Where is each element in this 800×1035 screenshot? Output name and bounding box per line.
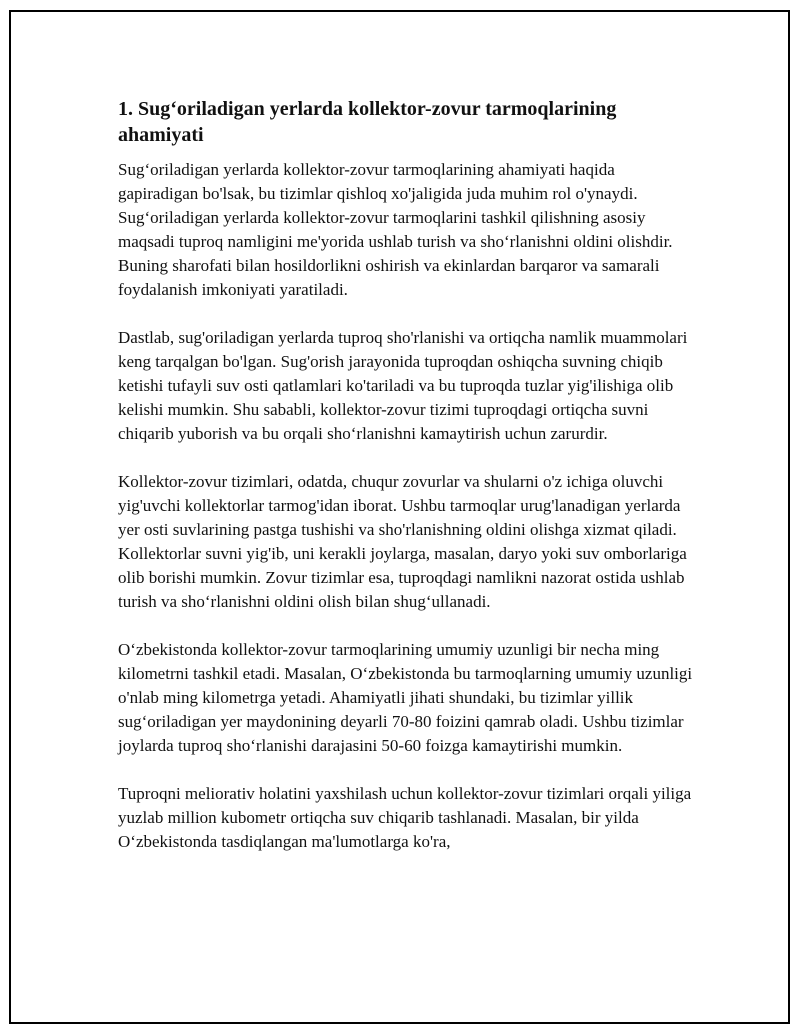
paragraph: Dastlab, sug'oriladigan yerlarda tuproq sho'rlanishi va ortiqcha namlik muammolari keng tarqalgan bo'lgan. Sug'orish jarayonida tuproqdan oshiqcha suvning chiqib ketishi tufayli suv osti qatlamlari ko'tariladi va bu tuproqda tuzlar yig'ilishiga olib kelishi mumkin. Shu sababli, kollektor-zovur tizimi tuproqdagi ortiqcha suvni chiqarib yuborish va bu orqali sho‘rlanishni kamaytirish uchun zarurdir. (118, 328, 688, 443)
document-body (118, 96, 698, 878)
paragraph: O‘zbekistonda kollektor-zovur tarmoqlarining umumiy uzunligi bir necha ming kilometrni tashkil etadi. Masalan, O‘zbekistonda bu tarmoqlarning umumiy uzunligi o'nlab ming kilometrga yetadi. Ahamiyatli jihati shundaki, bu tizimlar yillik sug‘oriladigan yer maydonining deyarli 70-80 foizini qamrab oladi. Ushbu tizimlar joylarda tuproq sho‘rlanishi darajasini 50-60 foizga kamaytirishi mumkin. (118, 640, 693, 755)
paragraph: Kollektor-zovur tizimlari, odatda, chuqur zovurlar va shularni o'z ichiga oluvchi yig'uvchi kollektorlar tarmog'idan iborat. Ushbu tarmoqlar urug'lanadigan yerlarda yer osti suvlarining pastga tushishi va sho'rlanishning oldini olishga xizmat qiladi. Kollektorlar suvni yig'ib, uni kerakli joylarga, masalan, daryo yoki suv omborlariga olib borishi mumkin. Zovur tizimlar esa, tuproqdagi namlikni nazorat ostida ushlab turish va sho‘rlanishni oldini olish bilan shug‘ullanadi. (118, 472, 687, 611)
paragraph: Tuproqni meliorativ holatini yaxshilash uchun kollektor-zovur tizimlari orqali yiliga yuzlab million kubometr ortiqcha suv chiqarib tashlanadi. Masalan, bir yilda O‘zbekistonda tasdiqlangan ma'lumotlarga ko'ra, (118, 784, 692, 851)
section-heading: 1. Sug‘oriladigan yerlarda kollektor-zovur tarmoqlarining ahamiyati (118, 98, 617, 146)
paragraph: Sug‘oriladigan yerlarda kollektor-zovur tarmoqlarining ahamiyati haqida gapiradigan bo'lsak, bu tizimlar qishloq xo'jaligida juda muhim rol o'ynaydi. Sug‘oriladigan yerlarda kollektor-zovur tarmoqlarini tashkil qilishning asosiy maqsadi tuproq namligini me'yorida ushlab turish va sho‘rlanishni oldini olishdir. Buning sharofati bilan hosildorlikni oshirish va ekinlardan barqaror va samarali foydalanish imkoniyati yaratiladi. (118, 160, 673, 299)
